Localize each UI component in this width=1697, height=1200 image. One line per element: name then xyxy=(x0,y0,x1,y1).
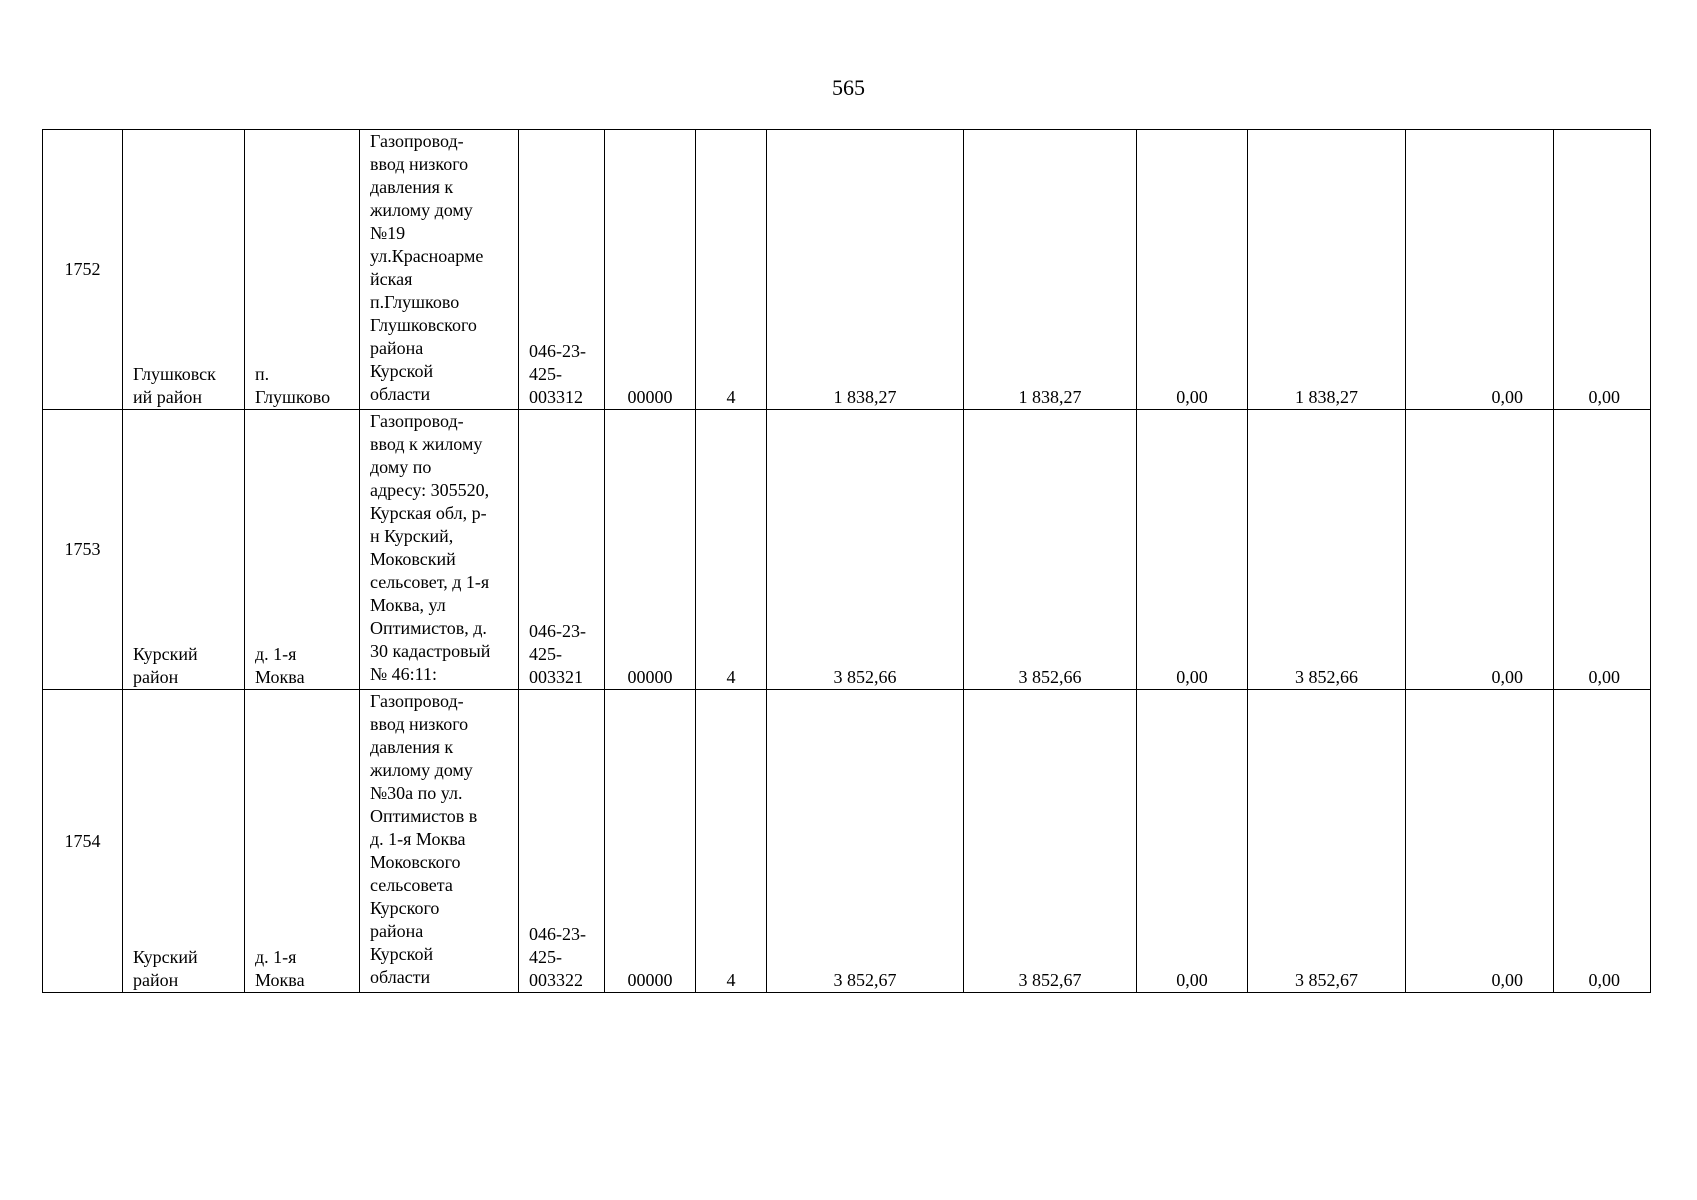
settlement-cell: д. 1-я Моква xyxy=(245,690,360,993)
amount-cell-2: 3 852,67 xyxy=(964,690,1137,993)
code2-cell: 00000 xyxy=(605,130,696,410)
district-cell: Глушковск ий район xyxy=(123,130,245,410)
description-cell: Газопровод- ввод к жилому дому по адресу: 305520, Курская обл, р- н Курский, Моковский сельсовет, д 1-я Моква, ул Оптимистов, д. 30 кадастровый № 46:11: xyxy=(360,410,519,690)
amount-cell-6: 0,00 xyxy=(1554,410,1651,690)
page-number: 565 xyxy=(832,75,865,100)
row-number: 1752 xyxy=(43,130,123,410)
amount-cell-6: 0,00 xyxy=(1554,130,1651,410)
amount-cell-3: 0,00 xyxy=(1137,130,1248,410)
amount-cell-5: 0,00 xyxy=(1406,130,1554,410)
code2-cell: 00000 xyxy=(605,690,696,993)
register-table xyxy=(42,129,1651,993)
amount-cell-2: 1 838,27 xyxy=(964,130,1137,410)
amount-cell-1: 3 852,66 xyxy=(767,410,964,690)
amount-cell-3: 0,00 xyxy=(1137,410,1248,690)
description-cell: Газопровод- ввод низкого давления к жилому дому №19 ул.Красноарме йская п.Глушково Глушковского района Курской области xyxy=(360,130,519,410)
amount-cell-1: 3 852,67 xyxy=(767,690,964,993)
amount-cell-4: 1 838,27 xyxy=(1248,130,1406,410)
category-cell: 4 xyxy=(696,410,767,690)
amount-cell-5: 0,00 xyxy=(1406,410,1554,690)
settlement-cell: д. 1-я Моква xyxy=(245,410,360,690)
amount-cell-2: 3 852,66 xyxy=(964,410,1137,690)
table-row xyxy=(43,130,1651,410)
description-cell: Газопровод- ввод низкого давления к жилому дому №30а по ул. Оптимистов в д. 1-я Моква Моковского сельсовета Курского района Курской области xyxy=(360,690,519,993)
amount-cell-5: 0,00 xyxy=(1406,690,1554,993)
district-cell: Курский район xyxy=(123,690,245,993)
code2-cell: 00000 xyxy=(605,410,696,690)
amount-cell-1: 1 838,27 xyxy=(767,130,964,410)
code-cell: 046-23- 425- 003312 xyxy=(519,130,605,410)
row-number: 1753 xyxy=(43,410,123,690)
amount-cell-4: 3 852,66 xyxy=(1248,410,1406,690)
amount-cell-4: 3 852,67 xyxy=(1248,690,1406,993)
table-row xyxy=(43,410,1651,690)
row-number: 1754 xyxy=(43,690,123,993)
code-cell: 046-23- 425- 003321 xyxy=(519,410,605,690)
settlement-cell: п. Глушково xyxy=(245,130,360,410)
district-cell: Курский район xyxy=(123,410,245,690)
code-cell: 046-23- 425- 003322 xyxy=(519,690,605,993)
amount-cell-6: 0,00 xyxy=(1554,690,1651,993)
category-cell: 4 xyxy=(696,130,767,410)
amount-cell-3: 0,00 xyxy=(1137,690,1248,993)
category-cell: 4 xyxy=(696,690,767,993)
table-row xyxy=(43,690,1651,993)
